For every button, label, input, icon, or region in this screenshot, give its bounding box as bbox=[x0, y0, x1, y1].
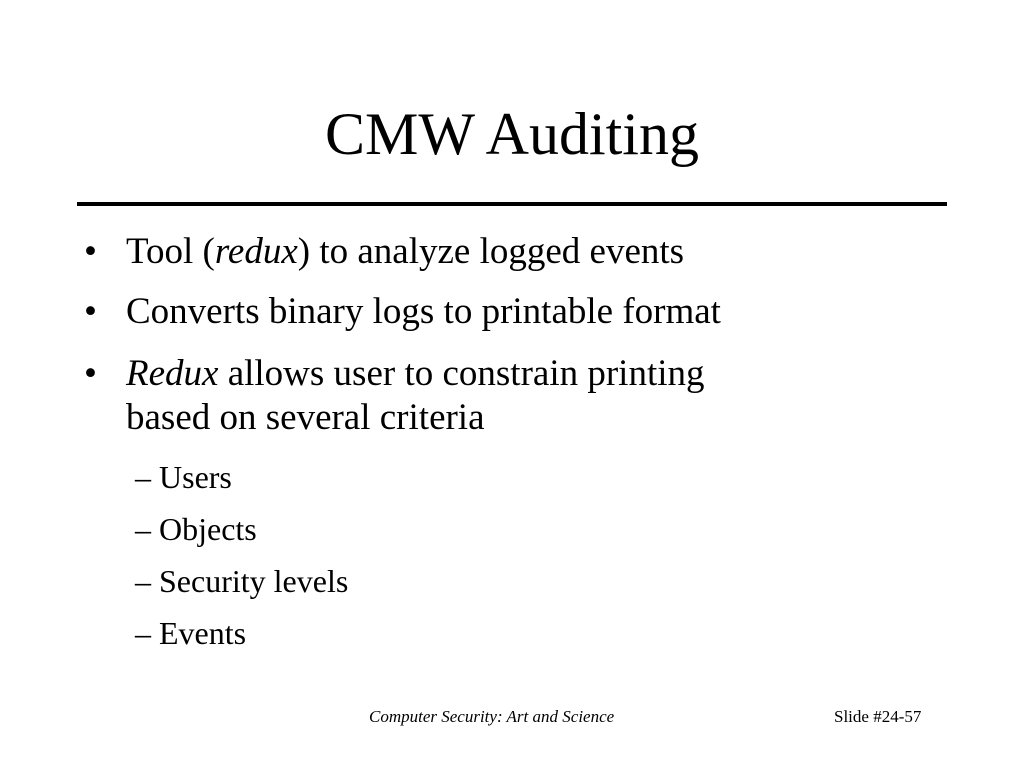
sub-bullet-item bbox=[135, 510, 257, 548]
bullet-text bbox=[126, 230, 684, 274]
title-divider bbox=[77, 202, 947, 206]
sub-bullet-marker: – bbox=[135, 563, 151, 599]
bullet-text-continuation: based on several criteria bbox=[126, 397, 485, 438]
sub-bullet-marker: – bbox=[135, 511, 151, 547]
bullet-marker: • bbox=[84, 291, 97, 332]
bullet-text-emphasis: Redux bbox=[126, 353, 219, 394]
sub-bullet-item bbox=[135, 562, 348, 600]
sub-bullet-text: Users bbox=[159, 459, 232, 495]
sub-bullet-marker: – bbox=[135, 615, 151, 651]
bullet-text bbox=[126, 352, 705, 440]
slide-title: CMW Auditing bbox=[325, 101, 699, 167]
bullet-marker: • bbox=[84, 231, 97, 272]
bullet-text-post: ) to analyze logged events bbox=[297, 231, 685, 272]
footer-book-title: Computer Security: Art and Science bbox=[369, 707, 615, 726]
sub-bullet-text: Objects bbox=[159, 511, 257, 547]
sub-bullet-marker: – bbox=[135, 459, 151, 495]
bullet-text-emphasis: redux bbox=[214, 231, 298, 272]
sub-bullet-item bbox=[135, 458, 232, 496]
bullet-text-post: allows user to constrain printing bbox=[218, 353, 705, 394]
sub-bullet-text: Events bbox=[159, 615, 247, 651]
bullet-text-pre: Tool ( bbox=[126, 231, 215, 272]
sub-bullet-item bbox=[135, 614, 246, 652]
sub-bullet-text: Security levels bbox=[159, 563, 349, 599]
bullet-text: Converts binary logs to printable format bbox=[126, 291, 721, 332]
footer-slide-number: Slide #24-57 bbox=[834, 707, 922, 726]
bullet-marker: • bbox=[84, 353, 97, 394]
